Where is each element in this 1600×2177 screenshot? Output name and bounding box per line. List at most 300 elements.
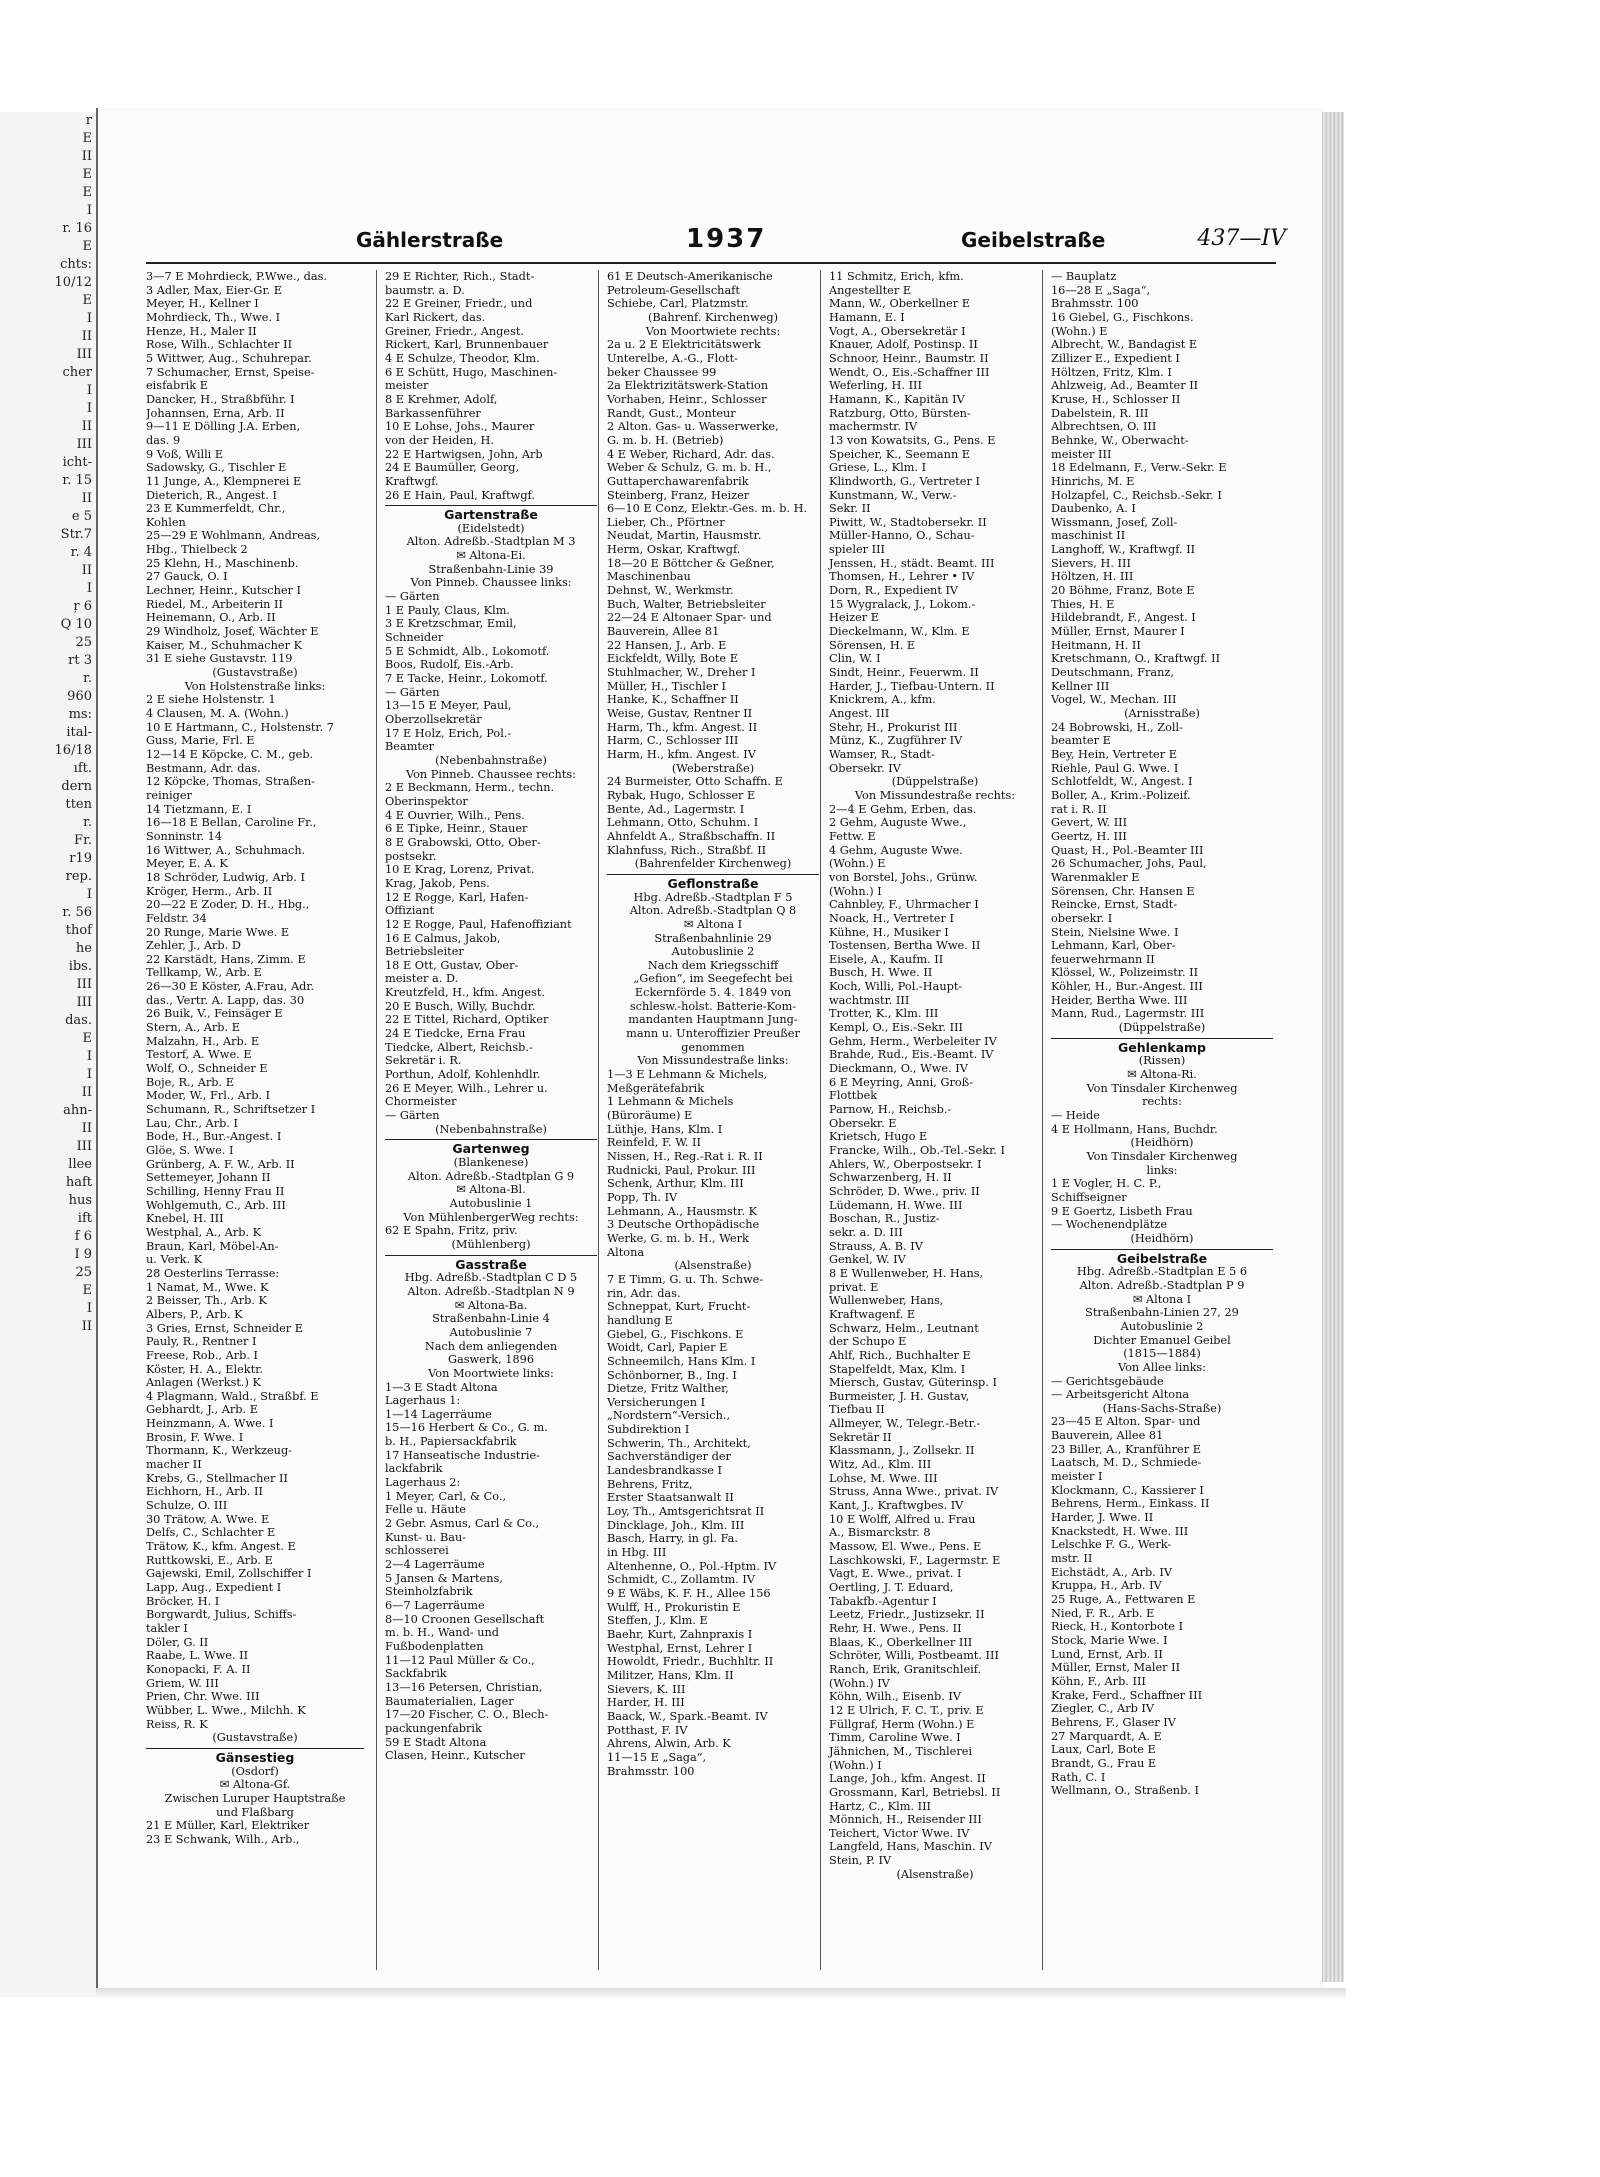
directory-entry: von Borstel, Johs., Grünw.	[829, 870, 978, 884]
street-heading: Geflonstraße	[607, 874, 819, 891]
directory-entry: Ruttkowski, E., Arb. E	[146, 1553, 273, 1567]
directory-entry: — Heide	[1051, 1109, 1100, 1123]
margin-fragment: rep.	[65, 869, 92, 884]
directory-entry: Mohrdieck, Th., Wwe. I	[146, 310, 281, 324]
directory-entry: Oberinspektor	[385, 794, 468, 808]
directory-entry: 12—14 E Köpcke, C. M., geb.	[146, 747, 314, 761]
directory-entry: Griem, W. III	[146, 1676, 219, 1690]
directory-entry: privat. E	[829, 1280, 879, 1294]
directory-entry: beamter E	[1051, 734, 1111, 748]
directory-entry: 18 Schröder, Ludwig, Arb. I	[146, 870, 305, 884]
directory-entry: 3 Gries, Ernst, Schneider E	[146, 1321, 303, 1335]
directory-entry: Füllgraf, Herm (Wohn.) E	[829, 1717, 975, 1731]
directory-entry: Landesbrandkasse I	[607, 1464, 723, 1478]
section-note: Von Moortwiete links:	[428, 1366, 554, 1380]
directory-entry: Parnow, H., Reichsb.-	[829, 1103, 952, 1117]
directory-entry: Feldstr. 34	[146, 911, 207, 925]
directory-entry: 10 E Krag, Lorenz, Privat.	[385, 863, 535, 877]
section-note: ✉ Altona I	[1132, 1292, 1192, 1306]
directory-entry: (Wohn.) IV	[829, 1676, 890, 1690]
directory-entry: Kraftwgf.	[385, 474, 439, 488]
directory-entry: Klindworth, G., Vertreter I	[829, 474, 980, 488]
section-note: Autobuslinie 2	[1120, 1319, 1204, 1333]
directory-entry: Steinberg, Franz, Heizer	[607, 488, 750, 502]
directory-entry: Lelschke F. G., Werk-	[1051, 1538, 1172, 1552]
margin-fragment: thof	[65, 923, 92, 938]
directory-entry: Müller, Ernst, Maler II	[1051, 1661, 1181, 1675]
directory-entry: Dabelstein, R. III	[1051, 406, 1149, 420]
directory-entry: 8 E Grabowski, Otto, Ober-	[385, 835, 541, 849]
directory-entry: Wulff, H., Prokuristin E	[607, 1600, 741, 1614]
directory-entry: Howoldt, Friedr., Buchhltr. II	[607, 1655, 774, 1669]
section-note: (Eidelstedt)	[457, 521, 525, 535]
directory-entry: Moder, W., Frl., Arb. I	[146, 1089, 271, 1103]
section-note: ✉ Altona-Bl.	[456, 1183, 526, 1197]
directory-entry: 20 Runge, Marie Wwe. E	[146, 925, 290, 939]
directory-entry: Witz, Ad., Klm. III	[829, 1458, 932, 1472]
directory-entry: Jähnichen, M., Tischlerei	[829, 1744, 973, 1758]
directory-entry: 16 Wittwer, A., Schuhmach.	[146, 843, 306, 857]
directory-entry: Settemeyer, Johann II	[146, 1171, 271, 1185]
section-note: Straßenbahn-Linie 4	[432, 1312, 550, 1326]
margin-fragment: II	[81, 329, 92, 344]
directory-entry: Kunstmann, W., Verw.-	[829, 488, 957, 502]
directory-entry: 12 E Rogge, Paul, Hafenoffiziant	[385, 917, 572, 931]
directory-entry: Weise, Gustav, Rentner II	[607, 707, 753, 720]
directory-entry: Hinrichs, M. E	[1051, 474, 1135, 488]
directory-entry: Tostensen, Bertha Wwe. II	[829, 939, 981, 953]
directory-entry: Potthast, F. IV	[607, 1723, 688, 1737]
header-rule	[146, 262, 1276, 264]
directory-entry: Barkassenführer	[385, 406, 481, 420]
directory-entry: Unterelbe, A.-G., Flott-	[607, 351, 738, 365]
directory-entry: Schilling, Henny Frau II	[146, 1184, 285, 1198]
directory-entry: Clasen, Heinr., Kutscher	[385, 1749, 525, 1763]
directory-entry: 10 E Hartmann, C., Holstenstr. 7	[146, 720, 334, 734]
section-note: Hbg. Adreßb.-Stadtplan F 5	[633, 890, 793, 904]
directory-entry: Stapelfeldt, Max, Klm. I	[829, 1362, 966, 1376]
directory-entry: 2—4 E Gehm, Erben, das.	[829, 802, 977, 816]
directory-entry: schlosserei	[385, 1544, 449, 1558]
directory-entry: 17 Hanseatische Industrie-	[385, 1448, 540, 1462]
section-note: (Gustavstraße)	[212, 1731, 298, 1745]
section-note: ✉ Altona-Ri.	[1127, 1068, 1197, 1082]
directory-entry: Sekretär II	[829, 1430, 892, 1444]
directory-entry: Dieckelmann, W., Klm. E	[829, 625, 970, 639]
directory-entry: Sadowsky, G., Tischler E	[146, 461, 287, 475]
directory-entry: Hanke, K., Schaffner II	[607, 693, 739, 707]
directory-entry: 22 E Greiner, Friedr., und	[385, 297, 533, 311]
directory-entry: Schneppat, Kurt, Frucht-	[607, 1300, 751, 1314]
directory-entry: 24 E Tiedcke, Erna Frau	[385, 1027, 526, 1041]
directory-entry: 62 E Spahn, Fritz, priv.	[385, 1224, 518, 1238]
directory-entry: 13 von Kowatsits, G., Pens. E	[829, 433, 996, 447]
directory-entry: A., Bismarckstr. 8	[829, 1526, 931, 1540]
page-header	[146, 224, 1286, 256]
directory-entry: Thomsen, H., Lehrer • IV	[829, 570, 975, 584]
directory-entry: Werke, G. m. b. H., Werk	[607, 1231, 749, 1245]
directory-entry: Zillizer E., Expedient I	[1051, 351, 1180, 365]
directory-entry: der Schupo E	[829, 1335, 907, 1349]
directory-entry: 22 E Hartwigsen, John, Arb	[385, 447, 543, 461]
directory-entry: 22 E Tittel, Richard, Optiker	[385, 1013, 549, 1027]
directory-entry: Bestmann, Adr. das.	[146, 761, 261, 775]
directory-entry: Petroleum-Gesellschaft	[607, 283, 740, 297]
directory-entry: Steinholzfabrik	[385, 1585, 473, 1599]
margin-fragment: das.	[65, 1013, 92, 1028]
directory-entry: Harm, C., Schlosser III	[607, 734, 739, 748]
directory-entry: Langfeld, Hans, Maschin. IV	[829, 1840, 992, 1854]
directory-entry: Kröger, Herm., Arb. II	[146, 884, 273, 898]
margin-fragment: r. 16	[62, 221, 92, 236]
section-note: ✉ Altona I	[683, 917, 743, 931]
directory-entry: 23 E Schwank, Wilh., Arb.,	[146, 1832, 300, 1846]
directory-entry: Mann, W., Oberkellner E	[829, 297, 970, 311]
directory-entry: Stuhlmacher, W., Dreher I	[607, 666, 756, 680]
directory-entry: beker Chaussee 99	[607, 365, 717, 379]
directory-entry: Schumann, R., Schriftsetzer I	[146, 1103, 316, 1117]
section-note: (Düppelstraße)	[891, 775, 979, 789]
directory-entry: Wissmann, Josef, Zoll-	[1051, 515, 1178, 529]
directory-entry: Klahnfuss, Rich., Straßbf. II	[607, 843, 767, 857]
directory-entry: Massow, El. Wwe., Pens. E	[829, 1540, 982, 1554]
margin-fragment: llee	[68, 1157, 92, 1172]
directory-entry: Schiebe, Carl, Platzmstr.	[607, 297, 749, 311]
section-note: Zwischen Luruper Hauptstraße	[164, 1791, 346, 1805]
directory-entry: Müller, Ernst, Maurer I	[1051, 625, 1185, 639]
directory-entry: Lapp, Aug., Expedient I	[146, 1581, 282, 1594]
directory-entry: Trotter, K., Klm. III	[829, 1007, 939, 1021]
directory-entry: Lehmann, Karl, Ober-	[1051, 939, 1176, 953]
directory-entry: postsekr.	[385, 849, 437, 863]
directory-entry: Ahlf, Rich., Buchhalter E	[829, 1348, 971, 1362]
directory-entry: Kraftwagenf. E	[829, 1307, 916, 1321]
margin-fragment: hus	[68, 1193, 92, 1208]
directory-entry: 4 E Schulze, Theodor, Klm.	[385, 351, 540, 365]
directory-entry: Holzapfel, C., Reichsb.-Sekr. I	[1051, 488, 1222, 502]
directory-entry: handlung E	[607, 1313, 673, 1327]
directory-entry: 20 E Busch, Willy, Buchdr.	[385, 999, 536, 1013]
margin-fragment: I	[86, 203, 92, 218]
directory-entry: Offiziant	[385, 904, 435, 918]
section-note: Von Pinneb. Chaussee rechts:	[406, 767, 576, 781]
directory-entry: 22 Karstädt, Hans, Zimm. E	[146, 952, 306, 966]
directory-entry: Knickrem, A., kfm.	[829, 693, 936, 707]
directory-entry: Lohse, M. Wwe. III	[829, 1471, 938, 1485]
section-note: Autobuslinie 7	[449, 1325, 533, 1339]
directory-entry: 18—20 E Böttcher & Geßner,	[607, 556, 775, 570]
directory-entry: Gajewski, Emil, Zollschiffer I	[146, 1567, 312, 1581]
section-note: Straßenbahn-Linie 39	[428, 562, 554, 576]
directory-entry: 4 E Ouvrier, Wilh., Pens.	[385, 808, 525, 822]
directory-entry: 9 Voß, Willi E	[146, 447, 224, 461]
directory-entry: Schneider	[385, 631, 444, 645]
directory-entry: Behrens, Herm., Einkass. II	[1051, 1497, 1210, 1511]
margin-fragment: ibs.	[68, 959, 92, 974]
margin-fragment: I	[86, 1049, 92, 1064]
margin-fragment: Fr.	[74, 833, 92, 848]
directory-entry: 15—16 Herbert & Co., G. m.	[385, 1421, 548, 1435]
directory-entry: Brosin, F. Wwe. I	[146, 1430, 244, 1444]
directory-entry: Dehnst, W., Werkmstr.	[607, 584, 734, 598]
margin-fragment: I 9	[74, 1247, 92, 1262]
directory-entry: Ratzburg, Otto, Bürsten-	[829, 406, 971, 420]
directory-entry: feuerwehrmann II	[1051, 952, 1155, 966]
section-note: Alton. Adreßb.-Stadtplan Q 8	[629, 904, 797, 918]
directory-entry: 29 Windholz, Josef, Wächter E	[146, 625, 319, 639]
directory-entry: Pauly, R., Rentner I	[146, 1335, 257, 1349]
page-number: 437—IV	[1197, 226, 1286, 251]
directory-entry: Busch, H. Wwe. II	[829, 966, 933, 980]
column-5	[1042, 270, 1273, 1970]
margin-fragment: I	[86, 1067, 92, 1082]
section-note: schlesw.-holst. Batterie-Kom-	[629, 999, 797, 1013]
directory-entry: eisfabrik E	[146, 379, 208, 393]
directory-entry: Karl Rickert, das.	[385, 310, 486, 324]
directory-entry: Lieber, Ch., Pförtner	[607, 515, 725, 529]
directory-entry: Albrecht, W., Bandagist E	[1051, 338, 1198, 352]
margin-fragment: r. 56	[62, 905, 92, 920]
directory-entry: meister a. D.	[385, 972, 459, 986]
section-note: rechts:	[1142, 1095, 1182, 1109]
directory-entry: 9 E Wäbs, K. F. H., Allee 156	[607, 1587, 771, 1600]
directory-entry: Erster Staatsanwalt II	[607, 1491, 734, 1505]
section-note: Von Tinsdaler Kirchenweg	[1086, 1150, 1238, 1163]
directory-entry: 11—15 E „Saga“,	[607, 1750, 707, 1764]
margin-fragment: Str.7	[60, 527, 92, 542]
directory-entry: 3 Adler, Max, Eier-Gr. E	[146, 283, 283, 297]
directory-entry: 22—24 E Altonaer Spar- und	[607, 611, 772, 625]
directory-entry: 6 E Tipke, Heinr., Stauer	[385, 822, 528, 836]
directory-entry: Heinzmann, A. Wwe. I	[146, 1417, 274, 1431]
directory-entry: Rudnicki, Paul, Prokur. III	[607, 1163, 756, 1177]
directory-entry: Reiss, R. K	[146, 1717, 208, 1731]
section-note: (Alsenstraße)	[896, 1867, 974, 1881]
directory-entry: Sekr. II	[829, 502, 871, 516]
directory-entry: Borgwardt, Julius, Schiffs-	[146, 1608, 297, 1622]
section-note: Straßenbahnlinie 29	[654, 931, 772, 945]
section-note: (1815—1884)	[1123, 1347, 1201, 1361]
directory-entry: Angest. III	[829, 707, 890, 720]
directory-entry: Laatsch, M. D., Schmiede-	[1051, 1456, 1202, 1470]
directory-entry: Kruppa, H., Arb. IV	[1051, 1579, 1162, 1593]
directory-entry: 10 E Wolff, Alfred u. Frau	[829, 1512, 976, 1526]
directory-entry: m. b. H., Wand- und	[385, 1626, 499, 1640]
street-heading: Gänsestieg	[146, 1748, 364, 1765]
directory-entry: Militzer, Hans, Klm. II	[607, 1668, 734, 1682]
section-note: Alton. Adreßb.-Stadtplan G 9	[407, 1169, 575, 1183]
directory-entry: Wübber, L. Wwe., Milchh. K	[146, 1703, 306, 1717]
directory-entry: Henze, H., Maler II	[146, 324, 257, 338]
section-note: mandanten Hauptmann Jung-	[628, 1013, 798, 1027]
directory-entry: Harder, J., Tiefbau-Untern. II	[829, 679, 995, 693]
directory-entry: Wamser, R., Stadt-	[829, 747, 935, 761]
directory-entry: 2a Elektrizitätswerk-Station	[607, 379, 769, 393]
margin-fragment: E	[82, 1283, 92, 1298]
street-heading: Gasstraße	[385, 1255, 597, 1272]
directory-entry: Krebs, G., Stellmacher II	[146, 1471, 288, 1485]
directory-entry: 30 Trätow, A. Wwe. E	[146, 1512, 270, 1526]
margin-fragment: e 5	[71, 509, 92, 524]
directory-entry: Vogt, A., Obersekretär I	[829, 324, 966, 338]
section-note: (Düppelstraße)	[1118, 1021, 1206, 1035]
directory-entry: Laschkowski, F., Lagermstr. E	[829, 1553, 1001, 1567]
directory-entry: Schmidt, C., Zollamtm. IV	[607, 1573, 756, 1587]
directory-entry: Sindt, Heinr., Feuerwm. II	[829, 666, 979, 680]
directory-entry: Dieckmann, O., Wwe. IV	[829, 1062, 968, 1076]
directory-entry: von der Heiden, H.	[385, 433, 494, 447]
directory-entry: (Wohn.) I	[829, 884, 882, 898]
directory-entry: Kant, J., Kraftwgbes. IV	[829, 1499, 964, 1513]
margin-fragment: cher	[62, 365, 92, 380]
section-note: genommen	[681, 1040, 745, 1054]
section-note: (Nebenbahnstraße)	[435, 753, 547, 767]
directory-entry: Boje, R., Arb. E	[146, 1075, 234, 1089]
directory-entry: Bröcker, H. I	[146, 1594, 220, 1608]
directory-entry: Ziegler, C., Arb IV	[1051, 1702, 1155, 1716]
directory-entry: Döler, G. II	[146, 1635, 209, 1649]
directory-entry: 1 Lehmann & Michels	[607, 1095, 734, 1109]
directory-entry: Kunst- u. Bau-	[385, 1530, 467, 1544]
directory-entry: Freese, Rob., Arb. I	[146, 1348, 259, 1362]
column-3	[598, 270, 819, 1970]
directory-entry: das., Vertr. A. Lapp, das. 30	[146, 993, 305, 1007]
directory-entry: 6 E Schütt, Hugo, Maschinen-	[385, 365, 558, 379]
directory-entry: Geertz, H. III	[1051, 829, 1127, 843]
section-note: Von Allee links:	[1117, 1360, 1207, 1374]
directory-entry: 2 Gehm, Auguste Wwe.,	[829, 816, 967, 830]
margin-fragment: I	[86, 383, 92, 398]
margin-fragment: III	[76, 347, 92, 362]
directory-entry: 17—20 Fischer, C. O., Blech-	[385, 1708, 549, 1722]
margin-fragment: r. 4	[70, 545, 92, 560]
directory-entry: Harder, J. Wwe. II	[1051, 1511, 1154, 1525]
directory-entry: Harm, Th., kfm. Angest. II	[607, 720, 758, 734]
directory-entry: (Büroräume) E	[607, 1109, 693, 1123]
directory-entry: Griese, L., Klm. I	[829, 461, 927, 475]
directory-entry: 20—22 E Zoder, D. H., Hbg.,	[146, 898, 310, 912]
directory-entry: 1—3 E Lehmann & Michels,	[607, 1068, 768, 1082]
directory-entry: 20 Böhme, Franz, Bote E	[1051, 584, 1195, 598]
directory-entry: Klockmann, C., Kassierer I	[1051, 1483, 1204, 1497]
directory-entry: 8—10 Croonen Gesellschaft	[385, 1612, 545, 1626]
directory-entry: Loy, Th., Amtsgerichtsrat II	[607, 1505, 765, 1519]
directory-entry: Johannsen, Erna, Arb. II	[146, 406, 285, 420]
margin-fragment: f 6	[74, 1229, 92, 1244]
column-1	[146, 270, 364, 1970]
directory-entry: Fettw. E	[829, 829, 876, 843]
directory-entry: Meyer, H., Kellner I	[146, 297, 259, 311]
directory-entry: Sonninstr. 14	[146, 829, 223, 843]
directory-entry: Lüthje, Hans, Klm. I	[607, 1122, 723, 1136]
margin-fragment: II	[81, 563, 92, 578]
margin-fragment: dern	[61, 779, 92, 794]
directory-entry: Timm, Caroline Wwe. I	[829, 1731, 961, 1745]
directory-entry: Popp, Th. IV	[607, 1190, 678, 1204]
directory-entry: Bauverein, Allee 81	[1051, 1429, 1164, 1443]
section-note: Straßenbahn-Linien 27, 29	[1085, 1306, 1239, 1320]
directory-entry: 26—30 E Köster, A.Frau, Adr.	[146, 980, 315, 994]
directory-entry: 27 Gauck, O. I	[146, 570, 228, 584]
directory-entry: packungenfabrik	[385, 1721, 482, 1735]
directory-entry: Oberzollsekretär	[385, 713, 482, 726]
margin-fragment: rt 3	[68, 653, 92, 668]
directory-entry: 1—3 E Stadt Altona	[385, 1380, 498, 1394]
directory-entry: 4 E Weber, Richard, Adr. das.	[607, 447, 775, 461]
section-note: (Osdorf)	[231, 1764, 279, 1778]
section-note: Alton. Adreßb.-Stadtplan N 9	[407, 1284, 575, 1298]
margin-fragment: III	[76, 995, 92, 1010]
directory-entry: sekr. a. D. III	[829, 1225, 903, 1239]
directory-entry: 26 E Meyer, Wilh., Lehrer u.	[385, 1081, 548, 1095]
directory-entry: Höltzen, Fritz, Klm. I	[1051, 365, 1172, 379]
directory-entry: Obersekr. E	[829, 1116, 897, 1130]
directory-entry: Vagt, E. Wwe., privat. I	[829, 1567, 962, 1581]
directory-entry: Weferling, H. III	[829, 379, 922, 393]
directory-entry: meister	[385, 379, 429, 393]
directory-entry: Bauverein, Allee 81	[607, 625, 720, 639]
directory-entry: Dancker, H., Straßbführ. I	[146, 392, 295, 406]
directory-entry: 2 E siehe Holstenstr. 1	[146, 693, 276, 707]
section-note: links:	[1146, 1163, 1178, 1177]
directory-entry: (Wohn.) E	[829, 857, 886, 871]
street-heading: Gartenweg	[385, 1139, 597, 1156]
margin-fragment: r.	[83, 671, 92, 686]
directory-entry: Reinfeld, F. W. II	[607, 1136, 701, 1150]
directory-entry: 59 E Stadt Altona	[385, 1735, 487, 1749]
directory-entry: Lau, Chr., Arb. I	[146, 1116, 238, 1130]
directory-entry: Felle u. Häute	[385, 1503, 466, 1517]
directory-entry: 24 Burmeister, Otto Schaffn. E	[607, 775, 783, 789]
directory-entry: 25—29 E Wohlmann, Andreas,	[146, 529, 321, 543]
directory-entry: meister III	[1051, 447, 1112, 461]
directory-entry: Heinemann, O., Arb. II	[146, 611, 276, 625]
directory-entry: Baumaterialien, Lager	[385, 1694, 514, 1708]
directory-entry: Lund, Ernst, Arb. II	[1051, 1647, 1163, 1661]
directory-entry: 18 Edelmann, F., Verw.-Sekr. E	[1051, 461, 1227, 475]
margin-fragment: ms:	[68, 707, 92, 722]
section-note: (Bahrenf. Kirchenweg)	[647, 310, 779, 324]
directory-entry: 1 E Pauly, Claus, Klm.	[385, 603, 510, 617]
directory-entry: Klössel, W., Polizeimstr. II	[1051, 966, 1199, 980]
directory-entry: Schröder, D. Wwe., priv. II	[829, 1184, 980, 1198]
section-note: Hbg. Adreßb.-Stadtplan E 5 6	[1076, 1265, 1248, 1279]
directory-entry: Stern, A., Arb. E	[146, 1021, 240, 1035]
directory-entry: Flottbek	[829, 1089, 878, 1103]
directory-entry: Westphal, A., Arb. K	[146, 1225, 262, 1239]
directory-entry: 26 E Hain, Paul, Kraftwgf.	[385, 488, 535, 502]
directory-entry: Schwarzenberg, H. II	[829, 1171, 952, 1185]
directory-entry: Jenssen, H., städt. Beamt. III	[829, 556, 995, 570]
directory-entry: reiniger	[146, 788, 192, 802]
section-note: Von Pinneb. Chaussee links:	[410, 576, 572, 590]
directory-entry: Subdirektion I	[607, 1423, 690, 1437]
directory-entry: Chormeister	[385, 1095, 457, 1109]
directory-entry: 28 Oesterlins Terrasse:	[146, 1266, 280, 1280]
directory-entry: Bode, H., Bur.-Angest. I	[146, 1130, 282, 1144]
directory-entry: Köhn, F., Arb. III	[1051, 1674, 1146, 1688]
directory-entry: Baehr, Kurt, Zahnpraxis I	[607, 1627, 753, 1641]
section-note: Von Missundestraße links:	[637, 1054, 789, 1068]
directory-entry: Mönnich, H., Reisender III	[829, 1813, 982, 1827]
directory-entry: 2 Gebr. Asmus, Carl & Co.,	[385, 1517, 540, 1531]
directory-entry: Sörensen, Chr. Hansen E	[1051, 884, 1195, 898]
margin-fragment: E	[82, 185, 92, 200]
previous-page-fragments	[52, 112, 92, 1336]
directory-entry: Rickert, Karl, Brunnenbauer	[385, 338, 549, 352]
directory-entry: Kohlen	[146, 515, 186, 529]
directory-entry: Boller, A., Krim.-Polizeif.	[1051, 788, 1191, 802]
